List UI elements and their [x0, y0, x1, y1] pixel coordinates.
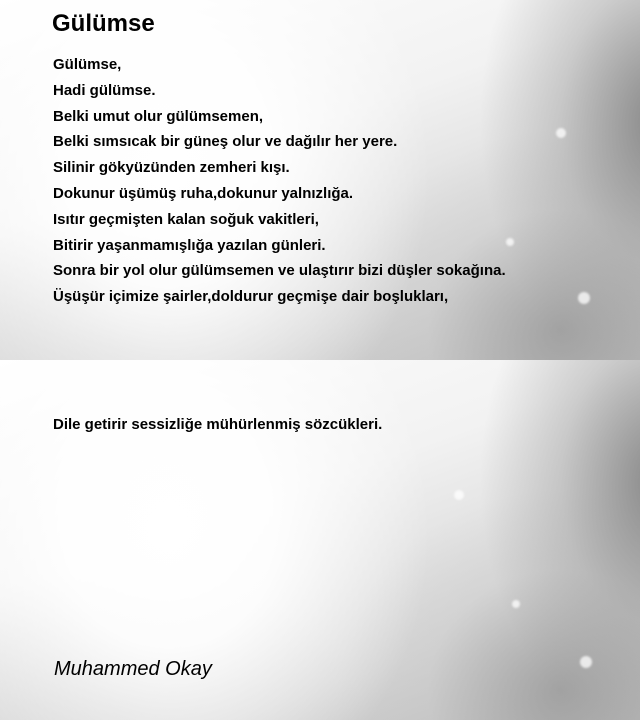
bokeh-light — [578, 292, 590, 304]
poem-line: Dokunur üşümüş ruha,dokunur yalnızlığa. — [53, 184, 354, 202]
poem-line: Belki sımsıcak bir güneş olur ve dağılır her yere. — [53, 133, 398, 151]
poem-line: Hadi gülümse. — [53, 81, 156, 99]
bokeh-light — [512, 600, 520, 608]
poem-line: Isıtır geçmişten kalan soğuk vakitleri, — [53, 210, 319, 228]
poem-card-bottom — [0, 360, 640, 720]
bokeh-light — [556, 128, 566, 138]
poem-line: Bitirir yaşanmamışlığa yazılan günleri. — [53, 236, 326, 254]
poem-body — [53, 52, 506, 310]
bokeh-light — [454, 490, 464, 500]
poem-line: Dile getirir sessizliğe mühürlenmiş sözcükleri. — [53, 416, 383, 433]
poem-author: Muhammed Okay — [54, 658, 212, 680]
bokeh-light — [580, 656, 592, 668]
bokeh-light — [506, 238, 514, 246]
poem-line: Sonra bir yol olur gülümsemen ve ulaştırır bizi düşler sokağına. — [53, 262, 506, 280]
poem-line: Üşüşür içimize şairler,doldurur geçmişe dair boşlukları, — [53, 288, 449, 306]
poem-line: Silinir gökyüzünden zemheri kışı. — [53, 159, 290, 177]
poem-title: Gülümse — [52, 10, 155, 37]
poem-line: Gülümse, — [53, 56, 122, 73]
poem-line: Belki umut olur gülümsemen, — [53, 107, 264, 125]
